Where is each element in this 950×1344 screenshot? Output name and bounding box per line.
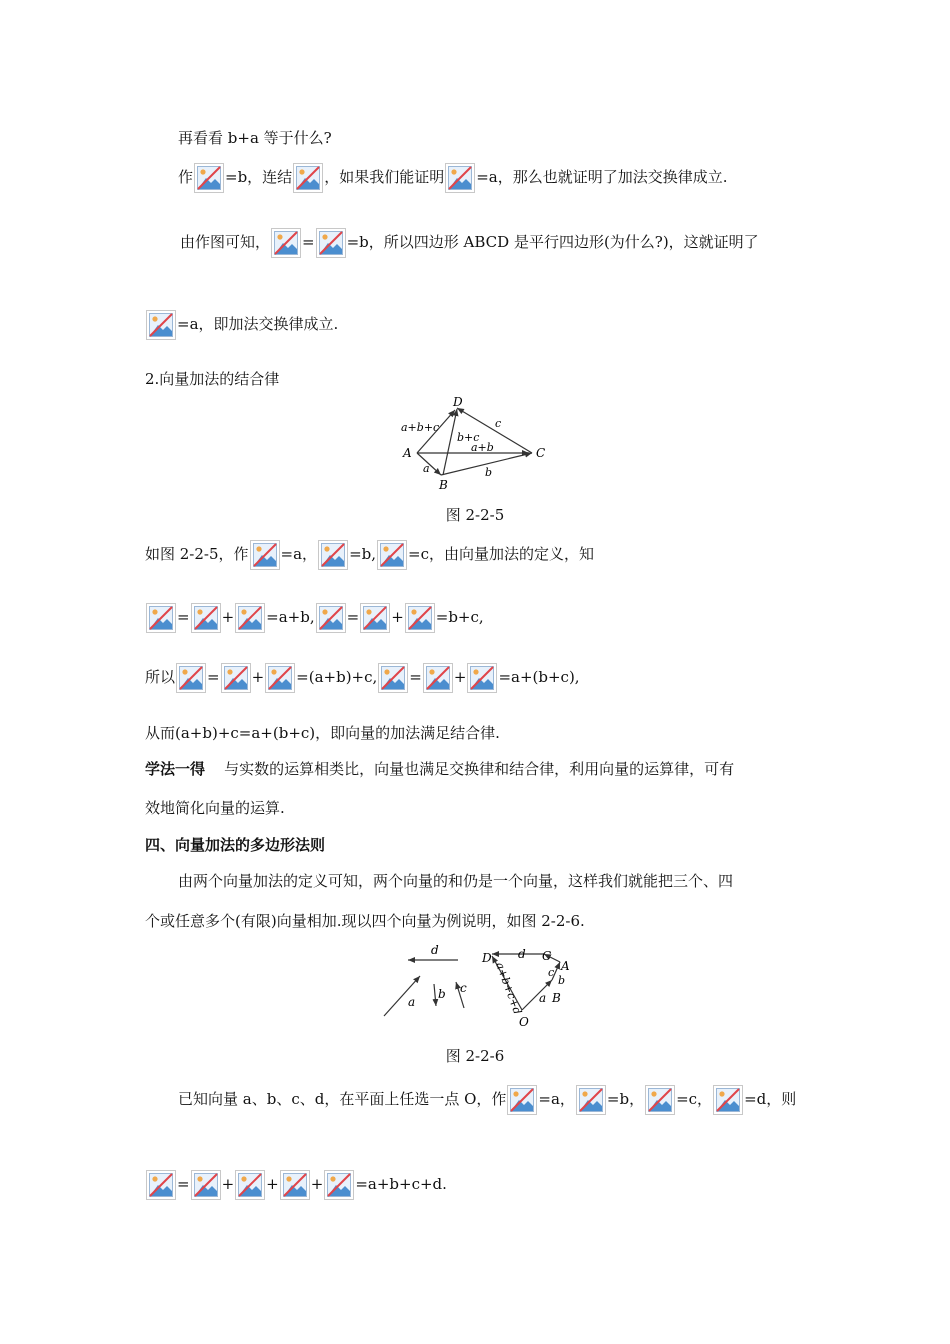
- vector-b-free: [434, 984, 436, 1006]
- section-heading-polygon-rule: 四、向量加法的多边形法则: [145, 836, 326, 854]
- broken-image-icon: [250, 540, 280, 570]
- broken-image-icon: [713, 1085, 743, 1115]
- figure-2-2-5: [395, 395, 555, 495]
- broken-image-icon: [176, 663, 206, 693]
- text-line-12: 个或任意多个(有限)向量相加.现以四个向量为例说明，如图 2-2-6.: [145, 912, 585, 930]
- text-line-7: 所以 = + =(a+b)+c, = + =a+(b+c),: [145, 663, 580, 693]
- label-a: a: [423, 462, 430, 475]
- broken-image-icon: [324, 1170, 354, 1200]
- label-b-plus-c: b+c: [457, 431, 480, 444]
- label-B: B: [552, 991, 561, 1005]
- text-line-2: 作 =b，连结 ，如果我们能证明 =a，那么也就证明了加法交换律成立.: [178, 163, 727, 193]
- label-c: c: [495, 417, 502, 430]
- broken-image-icon: [316, 603, 346, 633]
- label-A: A: [561, 959, 570, 973]
- text-line-1: 再看看 b+a 等于什么?: [178, 129, 332, 147]
- label-O: O: [519, 1015, 529, 1029]
- text-line-11: 由两个向量加法的定义可知，两个向量的和仍是一个向量，这样我们就能把三个、四: [178, 872, 734, 890]
- text-line-14: = + + + =a+b+c+d.: [145, 1170, 447, 1200]
- broken-image-icon: [423, 663, 453, 693]
- text-line-9: 学法一得 与实数的运算相类比，向量也满足交换律和结合律，利用向量的运算律，可有: [145, 760, 735, 778]
- study-tip-label: 学法一得: [145, 760, 206, 778]
- label-b-right: b: [558, 974, 566, 987]
- broken-image-icon: [405, 603, 435, 633]
- broken-image-icon: [271, 228, 301, 258]
- broken-image-icon: [467, 663, 497, 693]
- vector-OB: [522, 980, 552, 1010]
- label-c-right: c: [548, 966, 555, 979]
- broken-image-icon: [146, 310, 176, 340]
- label-d-left: d: [431, 943, 439, 957]
- broken-image-icon: [507, 1085, 537, 1115]
- text-line-13: 已知向量 a、b、c、d，在平面上任选一点 O，作 =a， =b， =c， =d，则: [178, 1085, 796, 1115]
- text-line-5: 如图 2-2-5，作 =a， =b, =c，由向量加法的定义，知: [145, 540, 594, 570]
- text-line-8: 从而(a+b)+c=a+(b+c)，即向量的加法满足结合律.: [145, 724, 500, 742]
- text-line-3: 由作图可知， = =b，所以四边形 ABCD 是平行四边形(为什么?)，这就证明了: [180, 228, 759, 258]
- label-C: C: [542, 949, 552, 963]
- label-A: A: [403, 446, 412, 460]
- broken-image-icon: [318, 540, 348, 570]
- text-line-6: = + =a+b, = + =b+c,: [145, 603, 484, 633]
- label-D: D: [482, 951, 492, 965]
- broken-image-icon: [146, 1170, 176, 1200]
- broken-image-icon: [221, 663, 251, 693]
- broken-image-icon: [645, 1085, 675, 1115]
- broken-image-icon: [445, 163, 475, 193]
- label-B: B: [439, 478, 448, 492]
- broken-image-icon: [576, 1085, 606, 1115]
- label-b: b: [485, 466, 493, 479]
- broken-image-icon: [360, 603, 390, 633]
- figure-caption-2-2-6: 图 2-2-6: [445, 1047, 505, 1065]
- label-a-plus-b-plus-c-plus-d: a+b+c+d: [493, 960, 525, 1017]
- figure-caption-2-2-5: 图 2-2-5: [445, 506, 505, 524]
- label-C: C: [536, 446, 546, 460]
- broken-image-icon: [191, 1170, 221, 1200]
- label-a-plus-b-plus-c: a+b+c: [401, 421, 440, 434]
- broken-image-icon: [194, 163, 224, 193]
- text-line-4: =a，即加法交换律成立.: [145, 310, 338, 340]
- broken-image-icon: [265, 663, 295, 693]
- broken-image-icon: [191, 603, 221, 633]
- label-c-left: c: [460, 981, 467, 995]
- figure-2-2-6: [378, 940, 578, 1030]
- label-a-left: a: [408, 995, 416, 1009]
- broken-image-icon: [377, 540, 407, 570]
- text-line-10: 效地简化向量的运算.: [145, 799, 285, 817]
- vector-b-plus-c: [443, 409, 457, 475]
- broken-image-icon: [235, 603, 265, 633]
- section-heading-associative: 2.向量加法的结合律: [145, 370, 280, 388]
- broken-image-icon: [293, 163, 323, 193]
- label-D: D: [453, 395, 463, 409]
- label-a-right: a: [539, 991, 547, 1005]
- broken-image-icon: [235, 1170, 265, 1200]
- broken-image-icon: [316, 228, 346, 258]
- label-d-right: d: [518, 947, 526, 961]
- broken-image-icon: [378, 663, 408, 693]
- label-b-left: b: [438, 987, 446, 1001]
- broken-image-icon: [146, 603, 176, 633]
- label-a-plus-b: a+b: [471, 441, 494, 454]
- broken-image-icon: [280, 1170, 310, 1200]
